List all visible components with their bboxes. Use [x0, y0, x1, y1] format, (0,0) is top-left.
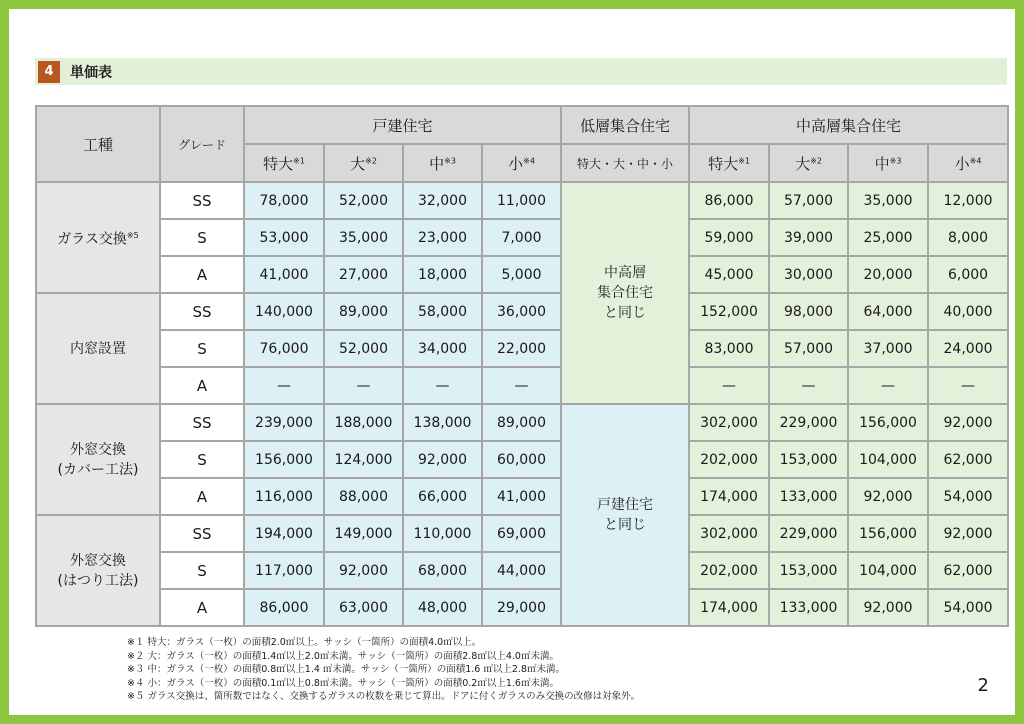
price-cell-midrise: 45,000	[689, 256, 769, 293]
price-cell-detached: 92,000	[403, 441, 482, 478]
price-cell-detached: 138,000	[403, 404, 482, 441]
price-cell-midrise: —	[848, 367, 928, 404]
lowrise-merged-cell	[561, 404, 689, 626]
price-cell-detached: 35,000	[324, 219, 403, 256]
price-cell-midrise: 202,000	[689, 552, 769, 589]
price-cell-midrise: 153,000	[769, 441, 848, 478]
price-cell-midrise: 153,000	[769, 552, 848, 589]
header-size-s: 小$^{※4}$	[482, 144, 561, 182]
price-cell-detached: 88,000	[324, 478, 403, 515]
price-cell-midrise: —	[928, 367, 1008, 404]
table-row	[36, 478, 1008, 515]
price-cell-detached: 52,000	[324, 182, 403, 219]
price-cell-detached: —	[403, 367, 482, 404]
price-cell-detached: 149,000	[324, 515, 403, 552]
header-row-1	[36, 106, 1008, 144]
price-cell-midrise: 54,000	[928, 589, 1008, 626]
footnote: ※５ ガラス交換は、箇所数ではなく、交換するガラスの枚数を乗じて算出。ドアに付くガラスのみ交換の改修は対象外。	[127, 691, 641, 703]
price-cell-detached: 92,000	[324, 552, 403, 589]
price-cell-midrise: 174,000	[689, 478, 769, 515]
price-cell-midrise: 156,000	[848, 404, 928, 441]
table-row	[36, 182, 1008, 219]
footnote: ※１ 特大：ガラス（一枚）の面積2.0㎡以上。サッシ（一箇所）の面積4.0㎡以上。	[127, 637, 482, 648]
grade-cell: SS	[160, 293, 244, 330]
grade-cell: A	[160, 256, 244, 293]
price-cell-detached: 140,000	[244, 293, 324, 330]
work-type-cell	[36, 515, 160, 626]
price-cell-midrise: 302,000	[689, 404, 769, 441]
page-number: 2	[977, 675, 989, 696]
price-cell-detached: 63,000	[324, 589, 403, 626]
price-cell-midrise: 57,000	[769, 330, 848, 367]
price-cell-detached: 69,000	[482, 515, 561, 552]
price-cell-midrise: 104,000	[848, 441, 928, 478]
price-cell-midrise: 59,000	[689, 219, 769, 256]
header-lowrise-sizes: 特大・大・中・小	[561, 144, 689, 182]
section-number-badge: 4	[38, 61, 60, 83]
header-size-xl: 特大$^{※1}$	[689, 144, 769, 182]
table-row	[36, 330, 1008, 367]
work-type-label: 内窓設置	[70, 340, 126, 357]
work-type-cell	[36, 182, 160, 293]
price-cell-detached: 41,000	[244, 256, 324, 293]
footnote: ※４ 小：ガラス（一枚）の面積0.1㎡以上0.8㎡未満。サッシ（一箇所）の面積0.2㎡以上1.6㎡未満。	[127, 677, 559, 689]
lowrise-merged-label: と同じ	[604, 305, 647, 321]
grade-cell: SS	[160, 515, 244, 552]
table-row	[36, 367, 1008, 404]
header-size-s: 小$^{※4}$	[928, 144, 1008, 182]
price-cell-detached: 27,000	[324, 256, 403, 293]
grade-cell: S	[160, 330, 244, 367]
header-type: 工種	[36, 106, 160, 182]
price-cell-midrise: —	[689, 367, 769, 404]
grade-cell: S	[160, 552, 244, 589]
price-cell-detached: 68,000	[403, 552, 482, 589]
table-row	[36, 404, 1008, 441]
work-type-cell	[36, 404, 160, 515]
price-cell-midrise: 98,000	[769, 293, 848, 330]
table-row	[36, 515, 1008, 552]
price-cell-detached: 117,000	[244, 552, 324, 589]
lowrise-merged-label: 集合住宅	[597, 285, 654, 301]
price-cell-midrise: 83,000	[689, 330, 769, 367]
header-size-m: 中$^{※3}$	[848, 144, 928, 182]
work-type-label: 外窓交換	[70, 441, 126, 458]
header-detached: 戸建住宅	[244, 106, 561, 144]
price-cell-midrise: 30,000	[769, 256, 848, 293]
grade-cell: S	[160, 441, 244, 478]
lowrise-merged-cell	[561, 182, 689, 404]
price-cell-midrise: 133,000	[769, 589, 848, 626]
price-table	[35, 105, 1009, 627]
grade-cell: A	[160, 367, 244, 404]
price-cell-midrise: 54,000	[928, 478, 1008, 515]
price-cell-midrise: 92,000	[848, 589, 928, 626]
price-cell-midrise: 57,000	[769, 182, 848, 219]
table-row	[36, 552, 1008, 589]
grade-cell: SS	[160, 182, 244, 219]
price-cell-detached: 53,000	[244, 219, 324, 256]
section-header	[35, 58, 1007, 85]
price-cell-detached: 124,000	[324, 441, 403, 478]
price-cell-detached: 110,000	[403, 515, 482, 552]
table-row	[36, 256, 1008, 293]
price-cell-detached: 18,000	[403, 256, 482, 293]
price-cell-detached: 22,000	[482, 330, 561, 367]
grade-cell: SS	[160, 404, 244, 441]
price-cell-midrise: 12,000	[928, 182, 1008, 219]
price-cell-detached: 23,000	[403, 219, 482, 256]
price-cell-detached: 86,000	[244, 589, 324, 626]
price-cell-detached: 34,000	[403, 330, 482, 367]
price-cell-detached: 60,000	[482, 441, 561, 478]
grade-cell: S	[160, 219, 244, 256]
grade-cell: A	[160, 478, 244, 515]
price-cell-detached: 11,000	[482, 182, 561, 219]
work-type-label: ガラス交換$^{※5}$	[57, 230, 139, 248]
price-cell-detached: 76,000	[244, 330, 324, 367]
header-size-m: 中$^{※3}$	[403, 144, 482, 182]
price-cell-midrise: 35,000	[848, 182, 928, 219]
table-row	[36, 589, 1008, 626]
price-cell-detached: 58,000	[403, 293, 482, 330]
price-cell-midrise: 25,000	[848, 219, 928, 256]
price-cell-midrise: 92,000	[848, 478, 928, 515]
price-cell-detached: 89,000	[324, 293, 403, 330]
lowrise-merged-label: 中高層	[604, 265, 647, 281]
price-table-body	[36, 182, 1008, 626]
price-cell-midrise: 62,000	[928, 552, 1008, 589]
work-type-label: (はつり工法)	[57, 572, 139, 589]
price-cell-midrise: 302,000	[689, 515, 769, 552]
price-cell-detached: 44,000	[482, 552, 561, 589]
lowrise-merged-label: と同じ	[604, 517, 647, 533]
price-cell-midrise: 202,000	[689, 441, 769, 478]
footnote-mark: ※5	[126, 230, 139, 240]
footnote: ※２ 大：ガラス（一枚）の面積1.4㎡以上2.0㎡未満。サッシ（一箇所）の面積2.8㎡以上4.0㎡未満。	[127, 650, 559, 662]
price-cell-detached: 194,000	[244, 515, 324, 552]
price-cell-detached: 156,000	[244, 441, 324, 478]
price-cell-midrise: 62,000	[928, 441, 1008, 478]
price-cell-midrise: 86,000	[689, 182, 769, 219]
table-row	[36, 441, 1008, 478]
price-cell-midrise: 229,000	[769, 404, 848, 441]
lowrise-merged-label: 戸建住宅	[597, 497, 654, 513]
footnote: ※３ 中：ガラス（一枚）の面積0.8㎡以上1.4 ㎡未満。サッシ（一箇所）の面積1.6 ㎡以上2.8㎡未満。	[127, 664, 565, 676]
price-cell-detached: —	[324, 367, 403, 404]
price-cell-midrise: 39,000	[769, 219, 848, 256]
price-cell-detached: 48,000	[403, 589, 482, 626]
header-size-l: 大$^{※2}$	[324, 144, 403, 182]
header-size-xl: 特大$^{※1}$	[244, 144, 324, 182]
price-cell-detached: 78,000	[244, 182, 324, 219]
table-row	[36, 219, 1008, 256]
price-cell-midrise: 92,000	[928, 515, 1008, 552]
price-cell-detached: 29,000	[482, 589, 561, 626]
price-cell-detached: 5,000	[482, 256, 561, 293]
footnotes	[127, 636, 640, 704]
price-cell-detached: 239,000	[244, 404, 324, 441]
price-cell-midrise: 104,000	[848, 552, 928, 589]
price-cell-midrise: 64,000	[848, 293, 928, 330]
work-type-cell	[36, 293, 160, 404]
work-type-label: 外窓交換	[70, 552, 126, 569]
work-type-label: (カバー工法)	[57, 461, 139, 478]
price-cell-midrise: 6,000	[928, 256, 1008, 293]
price-cell-midrise: 174,000	[689, 589, 769, 626]
header-grade: グレード	[160, 106, 244, 182]
price-cell-detached: 32,000	[403, 182, 482, 219]
price-cell-midrise: 133,000	[769, 478, 848, 515]
price-cell-midrise: 92,000	[928, 404, 1008, 441]
table-row	[36, 293, 1008, 330]
price-cell-midrise: 24,000	[928, 330, 1008, 367]
price-cell-midrise: 229,000	[769, 515, 848, 552]
price-cell-midrise: 156,000	[848, 515, 928, 552]
price-cell-detached: 41,000	[482, 478, 561, 515]
price-cell-midrise: —	[769, 367, 848, 404]
price-cell-detached: —	[482, 367, 561, 404]
price-cell-detached: 52,000	[324, 330, 403, 367]
header-midrise: 中高層集合住宅	[689, 106, 1008, 144]
price-cell-detached: 7,000	[482, 219, 561, 256]
price-cell-midrise: 40,000	[928, 293, 1008, 330]
price-cell-detached: 188,000	[324, 404, 403, 441]
header-lowrise: 低層集合住宅	[561, 106, 689, 144]
price-cell-midrise: 20,000	[848, 256, 928, 293]
price-cell-detached: 36,000	[482, 293, 561, 330]
price-cell-detached: 66,000	[403, 478, 482, 515]
header-size-l: 大$^{※2}$	[769, 144, 848, 182]
grade-cell: A	[160, 589, 244, 626]
price-cell-detached: 89,000	[482, 404, 561, 441]
price-cell-detached: 116,000	[244, 478, 324, 515]
section-title: 単価表	[70, 64, 112, 81]
price-cell-midrise: 37,000	[848, 330, 928, 367]
price-cell-detached: —	[244, 367, 324, 404]
price-cell-midrise: 8,000	[928, 219, 1008, 256]
price-cell-midrise: 152,000	[689, 293, 769, 330]
